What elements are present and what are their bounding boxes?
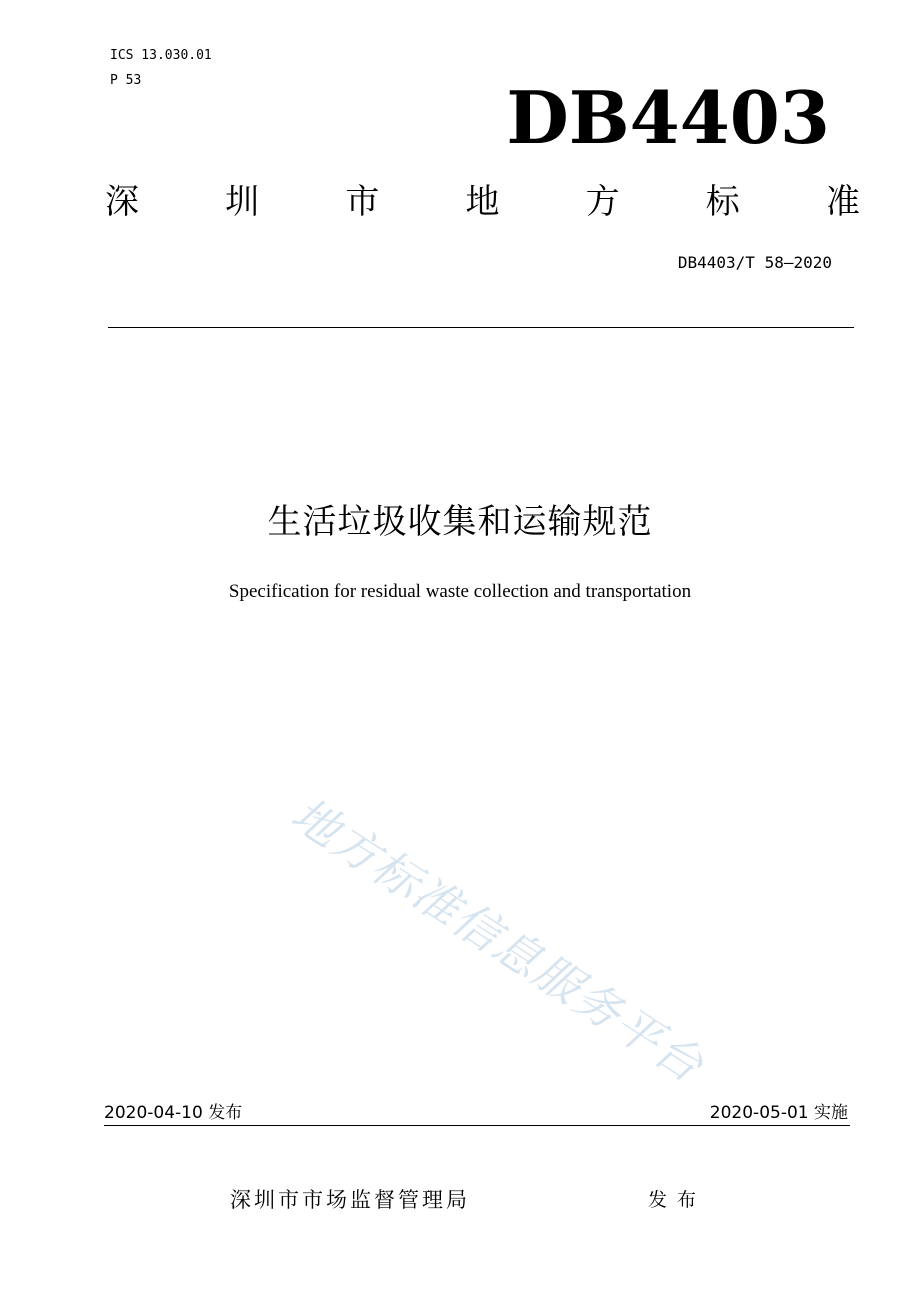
ccs-code: P 53 <box>110 73 142 88</box>
standard-type-char: 圳 <box>225 182 260 222</box>
issuing-authority: 深圳市市场监督管理局 <box>230 1188 470 1212</box>
issue-label: 发布 <box>648 1189 707 1211</box>
document-title-english: Specification for residual waste collection and transportation <box>228 581 692 602</box>
standard-type-heading <box>105 178 860 226</box>
footer-divider <box>104 1125 850 1126</box>
standard-code-large: DB4403 <box>506 75 830 160</box>
header-divider <box>108 327 854 328</box>
standard-type-char: 准 <box>825 182 860 222</box>
document-title-chinese: 生活垃圾收集和运输规范 <box>267 502 653 542</box>
standard-type-char: 方 <box>585 182 620 222</box>
issue-date: 2020-04-10 发布 <box>104 1103 243 1123</box>
watermark: 地方标准信息服务平台 <box>282 786 714 1094</box>
standard-type-char: 地 <box>465 182 500 222</box>
ics-code: ICS 13.030.01 <box>110 48 212 63</box>
standard-number: DB4403/T 58—2020 <box>677 253 832 272</box>
standard-type-char: 市 <box>345 182 380 222</box>
standard-type-char: 深 <box>105 182 139 222</box>
implementation-date: 2020-05-01 实施 <box>709 1103 848 1123</box>
standard-type-char: 标 <box>705 182 740 222</box>
